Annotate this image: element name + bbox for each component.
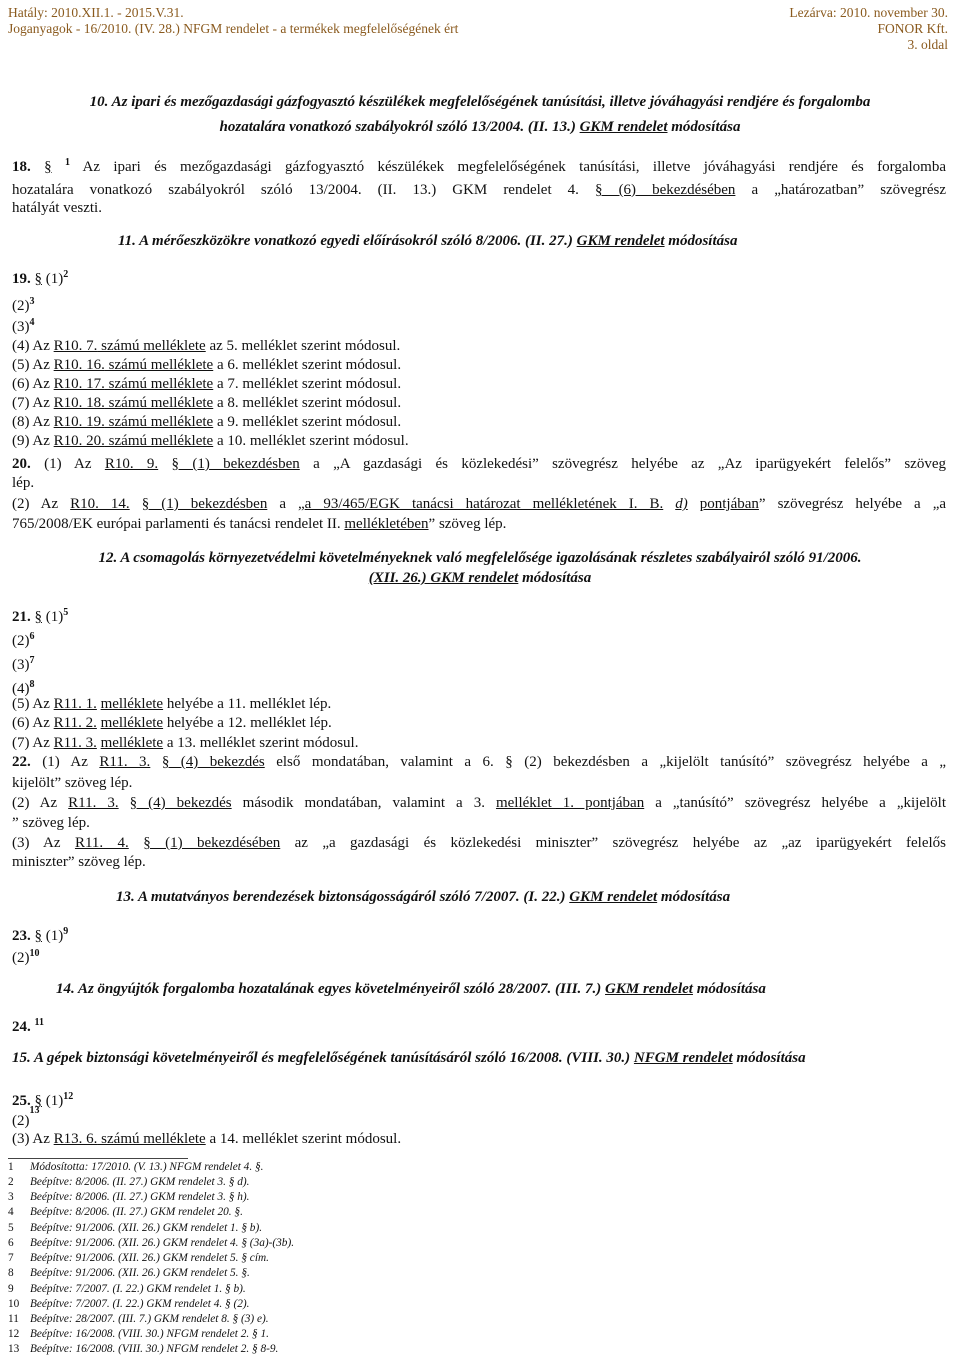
footnote-ref-7[interactable]: 7 — [29, 655, 35, 666]
link-r11[interactable]: R11. 3. — [53, 735, 97, 751]
paragraph-20-line1: 20. (1) Az R10. 9. § (1) bekezdésben a „A gazdasági és közlekedési” szövegrész helyébe az „Az iparügyekért felelős” szöveg — [12, 456, 946, 472]
link-melleklete[interactable]: melléklete — [100, 715, 164, 731]
link-nfgm-rendelet[interactable]: NFGM rendelet — [633, 1050, 733, 1066]
paragraph-21-item1: 21. § $(1)^5$ — [12, 607, 69, 625]
paragraph-21-item6: (6) Az R11. 2. melléklete helyébe a 12. melléklet lép. — [12, 715, 332, 731]
footnote-6: 6 Beépítve: 91/2006. (XII. 26.) GKM rendelet 4. § (3a)-(3b). — [8, 1237, 295, 1249]
link-r11[interactable]: R11. 3. — [99, 754, 151, 770]
paragraph-19-item5: (5) Az R10. 16. számú melléklete a 6. melléklet szerint módosul. — [12, 357, 402, 373]
footnote-8: 8 Beépítve: 91/2006. (XII. 26.) GKM rendelet 5. §. — [8, 1267, 250, 1279]
paragraph-19-item3: $(3)^4$ — [12, 317, 35, 335]
footnote-separator — [8, 1158, 188, 1159]
section-11-title: 11. A mérőeszközökre vonatkozó egyedi előírásokról szóló 8/2006. (II. 27.) GKM rendelet módosítása — [118, 233, 738, 249]
link-hatarozat[interactable]: a 93/465/EGK tanácsi határozat mellékletének I. B. — [304, 496, 664, 512]
footnote-ref-9[interactable]: 9 — [63, 926, 69, 937]
footnote-3: 3 Beépítve: 8/2006. (II. 27.) GKM rendelet 3. § h). — [8, 1191, 250, 1203]
link-bekezdes[interactable]: § (4) bekezdés — [129, 795, 232, 811]
paragraph-19-item1: 19. § $(1)^2$ — [12, 269, 69, 287]
link-gkm-rendelet[interactable]: GKM rendelet — [605, 981, 693, 997]
link-r10[interactable]: R10. 9. — [104, 456, 159, 472]
link-gkm-rendelet[interactable]: GKM rendelet — [579, 119, 668, 135]
footnote-ref-2[interactable]: 2 — [63, 269, 69, 280]
paragraph-21-item7: (7) Az R11. 3. melléklete a 13. melléklet szerint módosul. — [12, 735, 359, 751]
paragraph-19-item7: (7) Az R10. 18. számú melléklete a 8. melléklet szerint módosul. — [12, 395, 402, 411]
link-bekezdeseben[interactable]: § (6) bekezdésében — [595, 182, 736, 198]
footnote-9: 9 Beépítve: 7/2007. (I. 22.) GKM rendelet 1. § b). — [8, 1283, 246, 1295]
link-melleklet-pontjaban[interactable]: melléklet 1. pontjában — [495, 795, 645, 811]
section-12-title-line1: 12. A csomagolás környezetvédelmi követelményeknek való megfelelősége igazolásának részletes szabályairól szóló 91/2006. — [98, 550, 862, 566]
paragraph-22-line2: kijelölt” szöveg lép. — [12, 775, 133, 791]
paragraph-23-item1: 23. § $(1)^9$ — [12, 926, 69, 944]
paragraph-21-item3: $(3)^7$ — [12, 655, 35, 673]
link-melleklete[interactable]: számú melléklete — [97, 338, 206, 354]
section-15-title: 15. A gépek biztonsági követelményeiről és megfelelőségének tanúsításáról szóló 16/2008. (VIII. 30.) NFGM rendelet módosítása — [12, 1050, 806, 1066]
footnote-10: 10 Beépítve: 7/2007. (I. 22.) GKM rendelet 4. § (2). — [8, 1298, 250, 1310]
paragraph-19-item6: (6) Az R10. 17. számú melléklete a 7. melléklet szerint módosul. — [12, 376, 402, 392]
footnote-13: 13 Beépítve: 16/2008. (VIII. 30.) NFGM rendelet 2. § 8-9. — [8, 1343, 279, 1355]
paragraph-19-item8: (8) Az R10. 19. számú melléklete a 9. melléklet szerint módosul. — [12, 414, 402, 430]
paragraph-22-line6: miniszter” szöveg lép. — [12, 854, 146, 870]
link-r13[interactable]: R13. 6. — [53, 1131, 98, 1147]
section-10-title-line2: hozatalára vonatkozó szabályokról szóló 13/2004. (II. 13.) GKM rendelet módosítása — [219, 119, 741, 135]
footnote-ref-5[interactable]: 5 — [63, 607, 69, 618]
link-gkm-rendelet[interactable]: GKM rendelet — [430, 570, 519, 586]
paragraph-21-item4: $(4)^8$ — [12, 679, 35, 697]
paragraph-18-line3: hatályát veszti. — [12, 200, 102, 216]
link-melleklete[interactable]: melléklete — [100, 735, 164, 751]
footnote-ref-8[interactable]: 8 — [29, 679, 35, 690]
link-section-21[interactable]: § — [34, 609, 42, 625]
section-14-title: 14. Az öngyújtók forgalomba hozatalának egyes követelményeiről szóló 28/2007. (III. 7.) GKM rendelet módosítása — [56, 981, 766, 997]
paragraph-21-item5: (5) Az R11. 1. melléklete helyébe a 11. melléklet lép. — [12, 696, 332, 712]
paragraph-24: 24. $^{11}$ — [12, 1017, 44, 1035]
footnote-ref-3[interactable]: 3 — [29, 296, 35, 307]
paragraph-20-line4: 765/2008/EK európai parlamenti és tanácsi rendelet II. mellékletében” szöveg lép. — [12, 516, 507, 532]
paragraph-19-item9: (9) Az R10. 20. számú melléklete a 10. melléklet szerint módosul. — [12, 433, 409, 449]
section-12-title-line2: (XII. 26.) GKM rendelet módosítása — [368, 570, 592, 586]
link-bekezdes[interactable]: § (4) bekezdés — [161, 754, 265, 770]
link-r10[interactable]: R10. 20. — [53, 433, 105, 449]
link-bekezdesben[interactable]: § (1) bekezdésben — [141, 496, 268, 512]
link-r11[interactable]: R11. 1. — [53, 696, 97, 712]
footnote-4: 4 Beépítve: 8/2006. (II. 27.) GKM rendelet 20. §. — [8, 1206, 243, 1218]
paragraph-20-line3: (2) Az R10. 14. § (1) bekezdésben a „a 93/465/EGK tanácsi határozat mellékletének I. B. d) pontjában” szövegrész helyébe a „a — [12, 496, 947, 512]
header-company: FONOR Kft. — [877, 21, 948, 36]
paragraph-22-line4: ” szöveg lép. — [12, 815, 90, 831]
link-pontjaban[interactable]: pontjában — [699, 496, 759, 512]
footnote-ref-11[interactable]: 11 — [34, 1017, 44, 1028]
paragraph-22-line3: (2) Az R11. 3. § (4) bekezdés második mondatában, valamint a 3. melléklet 1. pontjában a „tanúsító” szövegrész helyébe a „kijelölt — [12, 795, 946, 811]
paragraph-18-line2: hozatalára vonatkozó szabályokról szóló 13/2004. (II. 13.) GKM rendelet 4. § (6) bekezdésében a „határozatban” szövegrész — [12, 182, 946, 198]
link-section-25[interactable]: § — [34, 1093, 42, 1109]
link-melleklete[interactable]: számú melléklete — [104, 414, 214, 430]
link-bekezdeseben[interactable]: § (1) bekezdésében — [143, 835, 281, 851]
footnote-11: 11 Beépítve: 28/2007. (III. 7.) GKM rendelet 8. § (3) e). — [8, 1313, 269, 1325]
paragraph-25-item1: 25. § $(1)^{12}$ — [12, 1091, 74, 1109]
paragraph-19-item2: $(2)^3$ — [12, 296, 35, 314]
link-r10[interactable]: R10. 19. — [53, 414, 105, 430]
footnote-ref-12[interactable]: 12 — [63, 1091, 74, 1102]
footnote-ref-10[interactable]: 10 — [29, 948, 40, 959]
paragraph-25-item3: (3) Az R13. 6. számú melléklete a 14. melléklet szerint módosul. — [12, 1131, 402, 1147]
link-melleklete[interactable]: számú melléklete — [97, 1131, 206, 1147]
link-section-19[interactable]: § — [34, 271, 42, 287]
link-r10[interactable]: R10. 18. — [53, 395, 105, 411]
footnote-5: 5 Beépítve: 91/2006. (XII. 26.) GKM rendelet 1. § b). — [8, 1222, 263, 1234]
link-r10[interactable]: R10. 16. — [53, 357, 105, 373]
link-section-18[interactable]: § — [44, 159, 52, 175]
paragraph-22-line5: (3) Az R11. 4. § (1) bekezdésében az „a gazdasági és közlekedési miniszter” szövegrész helyébe az „az iparügyekért felelős — [12, 835, 946, 851]
section-10-title-line1: 10. Az ipari és mezőgazdasági gázfogyasztó készülékek megfelelőségének tanúsítási, illetve jóváhagyási rendjére és forgalomba — [89, 94, 871, 110]
link-bekezdesben[interactable]: § (1) bekezdésben — [171, 456, 300, 472]
link-r10[interactable]: R10. 17. — [53, 376, 105, 392]
link-melleklete[interactable]: melléklete — [100, 696, 164, 712]
paragraph-19-item4: (4) Az R10. 7. számú melléklete az 5. melléklet szerint módosul. — [12, 338, 401, 354]
link-gkm-rendelet[interactable]: GKM rendelet — [576, 233, 665, 249]
link-r10[interactable]: R10. 14. — [70, 496, 130, 512]
link-mellekleteben[interactable]: mellékletében — [344, 516, 429, 532]
header-lezarva: Lezárva: 2010. november 30. — [789, 5, 948, 20]
paragraph-18-line1: 18. § $^1$ Az ipari és mezőgazdasági gázfogyasztó készülékek megfelelőségének tanúsítási, illetve jóváhagyási rendjére és forgalomba — [12, 157, 946, 175]
footnote-ref-6[interactable]: 6 — [29, 631, 35, 642]
link-melleklete[interactable]: számú melléklete — [104, 376, 214, 392]
paragraph-20-line2: lép. — [12, 475, 35, 491]
link-r11[interactable]: R11. 2. — [53, 715, 97, 731]
header-page-number: 3. oldal — [907, 37, 948, 52]
paragraph-25-item2: $(2)^{13}$ — [12, 1105, 40, 1129]
link-gkm-rendelet[interactable]: GKM rendelet — [569, 889, 658, 905]
paragraph-23-item2: $(2)^{10}$ — [12, 948, 40, 966]
link-d[interactable]: d) — [675, 496, 688, 512]
paragraph-21-item2: $(2)^6$ — [12, 631, 35, 649]
link-melleklete[interactable]: számú melléklete — [104, 395, 214, 411]
link-r11[interactable]: R11. 3. — [68, 795, 119, 811]
footnote-ref-1[interactable]: 1 — [64, 157, 70, 168]
footnote-ref-13[interactable]: 13 — [29, 1105, 40, 1116]
header-joganyagok: Joganyagok - 16/2010. (IV. 28.) NFGM rendelet - a termékek megfelelőségének ért — [8, 21, 459, 36]
link-section-23[interactable]: § — [34, 928, 42, 944]
section-13-title: 13. A mutatványos berendezések biztonságosságáról szóló 7/2007. (I. 22.) GKM rendelet módosítása — [116, 889, 731, 905]
link-r10[interactable]: R10. 7. — [53, 338, 98, 354]
link-melleklete[interactable]: számú melléklete — [104, 433, 214, 449]
header-hataly: Hatály: 2010.XII.1. - 2015.V.31. — [8, 5, 184, 20]
footnote-12: 12 Beépítve: 16/2008. (VIII. 30.) NFGM rendelet 2. § 1. — [8, 1328, 269, 1340]
footnote-1: 1 Módosította: 17/2010. (V. 13.) NFGM rendelet 4. §. — [8, 1161, 264, 1173]
footnote-7: 7 Beépítve: 91/2006. (XII. 26.) GKM rendelet 5. § cím. — [8, 1252, 269, 1264]
footnote-2: 2 Beépítve: 8/2006. (II. 27.) GKM rendelet 3. § d). — [8, 1176, 250, 1188]
link-melleklete[interactable]: számú melléklete — [104, 357, 214, 373]
paragraph-22-line1: 22. (1) Az R11. 3. § (4) bekezdés első mondatában, valamint a 6. § (2) bekezdésben a „kijelölt tanúsító” szövegrész helyébe a „ — [12, 754, 947, 770]
footnote-ref-4[interactable]: 4 — [29, 317, 35, 328]
link-r11[interactable]: R11. 4. — [74, 835, 129, 851]
